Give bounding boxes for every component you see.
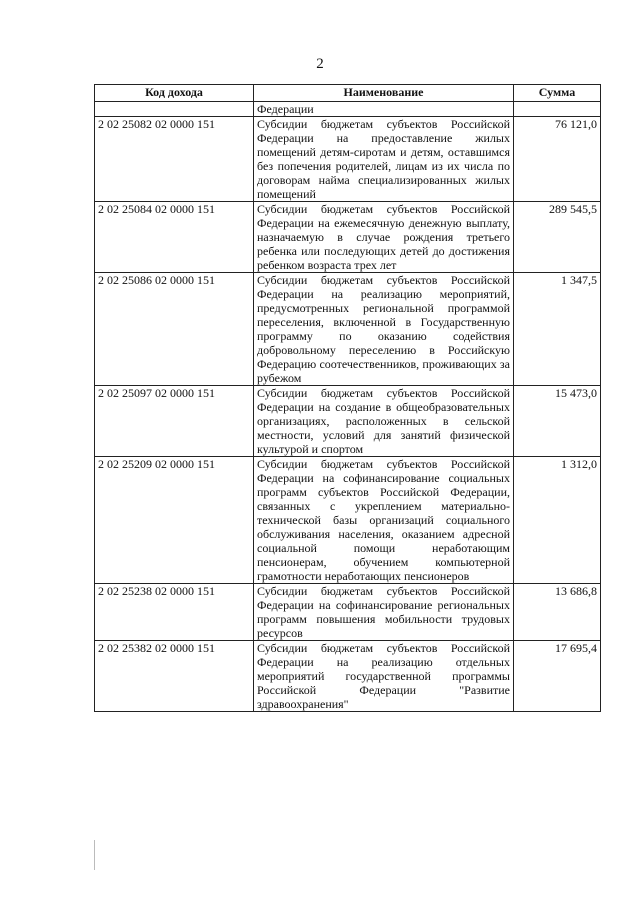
- cell-sum: 289 545,5: [514, 202, 601, 273]
- cell-name: Федерации: [254, 102, 514, 117]
- cell-code: 2 02 25086 02 0000 151: [95, 273, 254, 386]
- cell-name: Субсидии бюджетам субъектов Российской Федерации на софинансирование региональных программ повышения мобильности трудовых ресурсов: [254, 584, 514, 641]
- header-code: Код дохода: [95, 85, 254, 102]
- cell-sum: 1 312,0: [514, 457, 601, 584]
- cell-code: 2 02 25097 02 0000 151: [95, 386, 254, 457]
- cell-name: Субсидии бюджетам субъектов Российской Федерации на реализацию отдельных мероприятий государственной программы Российской Федерации "Развитие здравоохранения": [254, 641, 514, 712]
- table-row: [95, 457, 601, 584]
- cell-sum: 13 686,8: [514, 584, 601, 641]
- table-row: [95, 117, 601, 202]
- cell-name: Субсидии бюджетам субъектов Российской Федерации на реализацию мероприятий, предусмотренных региональной программой переселения, включенной в Государственную программу по оказанию содействия добровольному переселению в Российскую Федерацию соотечественников, проживающих за рубежом: [254, 273, 514, 386]
- cell-code: 2 02 25209 02 0000 151: [95, 457, 254, 584]
- margin-mark: [94, 840, 95, 870]
- cell-sum: 17 695,4: [514, 641, 601, 712]
- cell-code: 2 02 25238 02 0000 151: [95, 584, 254, 641]
- header-name: Наименование: [254, 85, 514, 102]
- table-row: [95, 386, 601, 457]
- cell-name: Субсидии бюджетам субъектов Российской Федерации на предоставление жилых помещений детям-сиротам и детям, оставшимся без попечения родителей, лицам из их числа по договорам найма специализированных жилых помещений: [254, 117, 514, 202]
- table-row-continuation: [95, 102, 601, 117]
- header-sum: Сумма: [514, 85, 601, 102]
- cell-name: Субсидии бюджетам субъектов Российской Федерации на ежемесячную денежную выплату, назначаемую в случае рождения третьего ребенка или последующих детей до достижения ребенком возраста трех лет: [254, 202, 514, 273]
- budget-table: [94, 84, 601, 712]
- cell-code: 2 02 25082 02 0000 151: [95, 117, 254, 202]
- cell-sum: 1 347,5: [514, 273, 601, 386]
- table-row: [95, 273, 601, 386]
- table-row: [95, 641, 601, 712]
- cell-code: [95, 102, 254, 117]
- cell-sum: 76 121,0: [514, 117, 601, 202]
- cell-code: 2 02 25382 02 0000 151: [95, 641, 254, 712]
- cell-sum: 15 473,0: [514, 386, 601, 457]
- cell-name: Субсидии бюджетам субъектов Российской Федерации на софинансирование социальных программ субъектов Российской Федерации, связанных с укреплением материально-технической базы организаций социального обслуживания населения, оказанием адресной социальной помощи неработающим пенсионерам, обучением компьютерной грамотности неработающих пенсионеров: [254, 457, 514, 584]
- page-number: 2: [316, 56, 324, 72]
- table-header-row: [95, 85, 601, 102]
- table-row: [95, 202, 601, 273]
- cell-name: Субсидии бюджетам субъектов Российской Федерации на создание в общеобразовательных организациях, расположенных в сельской местности, условий для занятий физической культурой и спортом: [254, 386, 514, 457]
- table-row: [95, 584, 601, 641]
- cell-code: 2 02 25084 02 0000 151: [95, 202, 254, 273]
- cell-sum: [514, 102, 601, 117]
